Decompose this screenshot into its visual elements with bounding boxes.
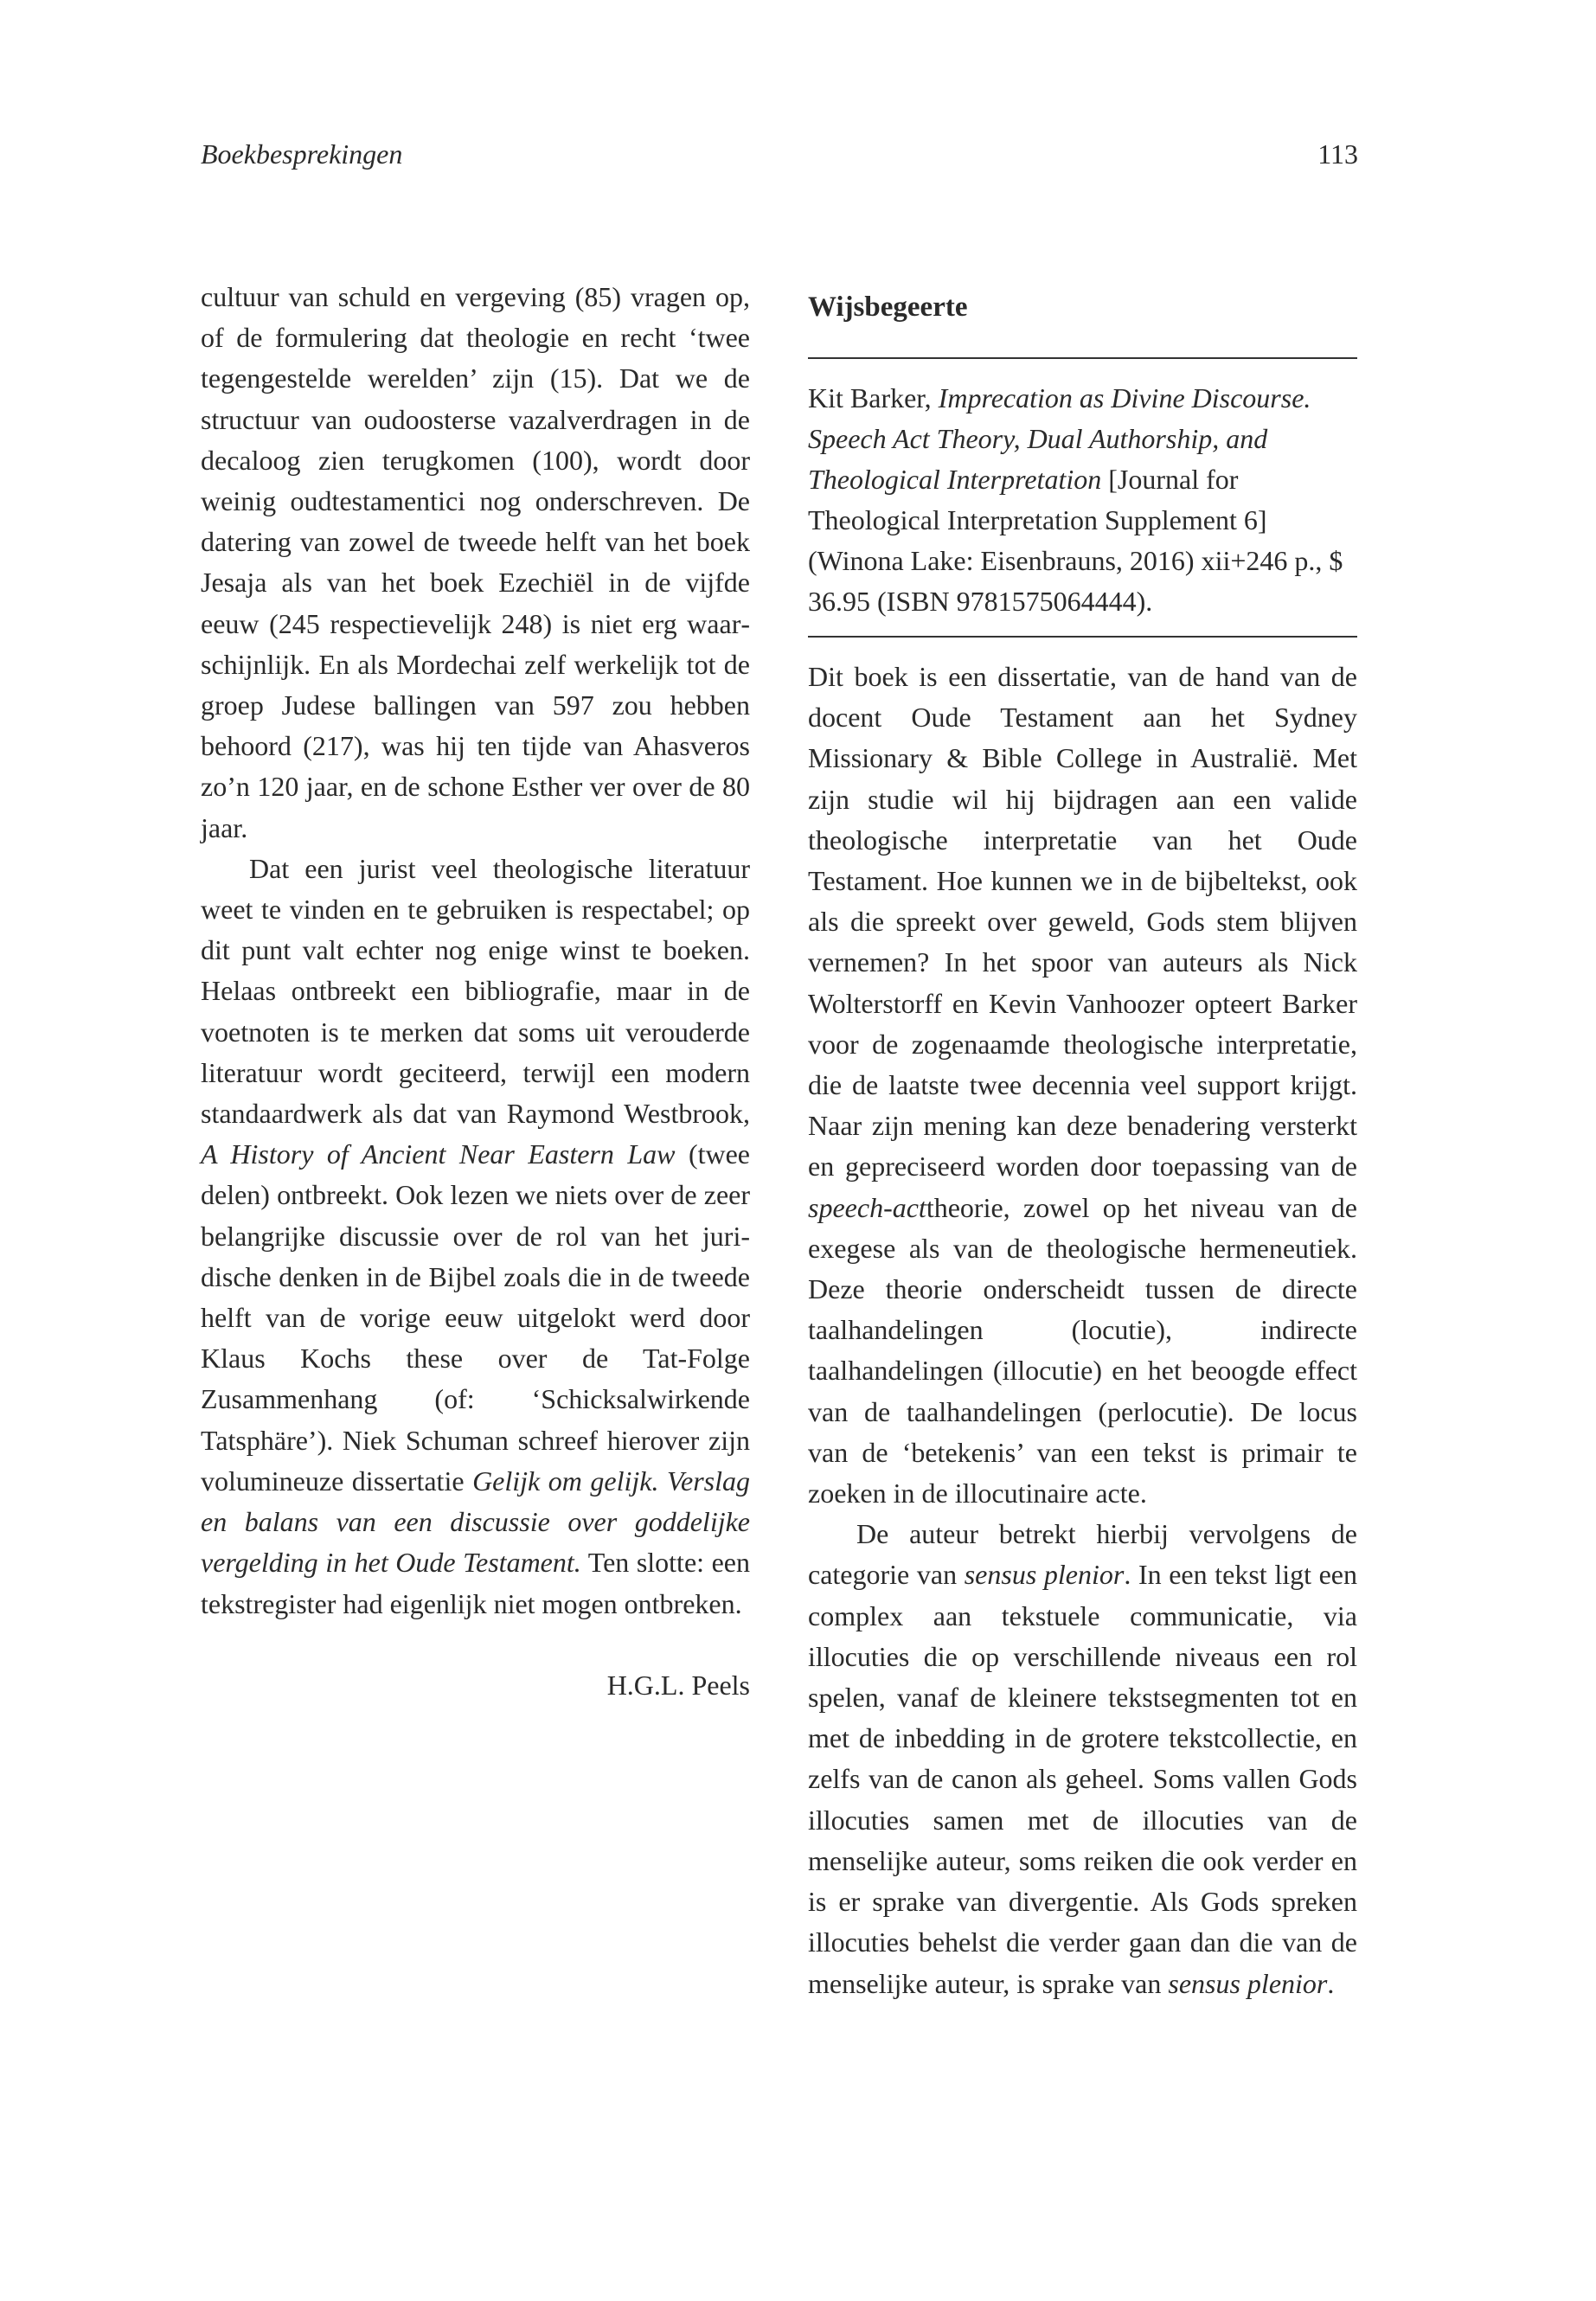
running-head: Boekbesprekingen: [201, 138, 403, 170]
italic-sensus-plenior-1: sensus plenior: [964, 1559, 1125, 1591]
right-paragraph-1: Dit boek is een dissertatie, van de hand van de docent Oude Testament aan het Sydney Missionary & Bible College in Australië. Met zijn studie wil hij bijdragen aan een valide theologische interpretatie van het Oude Testament. Hoe kunnen we in de bijbeltekst, ook als die spreekt over geweld, Gods stem blijven vernemen? In het spoor van auteurs als Nick Wolterstorff en Kevin Vanhoozer opteert Barker voor de zogenaamde theologische interpretatie, die de laatste twee decennia veel support krijgt. Naar zijn mening kan deze benadering versterkt en gepreciseerd worden door toepassing van de speech-acttheorie, zowel op het niveau van de exegese als van de theologische hermeneutiek. Deze theorie onderscheidt tussen de directe taalhandelingen (locutie), indirecte taalhandelingen (illocutie) en het beoogde effect van de taalhandelingen (perlocutie). De locus van de ‘betekenis’ van een tekst is primair te zoeken in de illocutinaire acte.: [808, 661, 1357, 1509]
top-rule: [808, 357, 1357, 359]
left-paragraph-1: cultuur van schuld en vergeving (85) vragen op, of de formulering dat theologie en recht ‘twee tegengestelde werelden’ zijn (15). Dat we de structuur van oudoosterse vazalverdragen in de decaloog zien terugkomen (100), wordt door weinig oudtestamentici nog onderschreven. De datering van zowel de tweede helft van het boek Jesaja als van het boek Ezechiël in de vijfde eeuw (245 respectievelijk 248) is niet erg waarschijnlijk. En als Mordechai zelf werkelijk tot de groep Judese ballingen van 597 zou hebben behoord (217), was hij ten tijde van Ahasveros zo’n 120 jaar, en de schone Esther ver over de 80 jaar.: [201, 281, 750, 843]
right-paragraph-2: De auteur betrekt hierbij vervolgens de categorie van sensus plenior. In een tekst ligt een complex aan tekstuele communicatie, via illocuties die op verschillende niveaus een rol spelen, vanaf de kleinere tekstsegmenten tot en met de inbedding in de grotere tekstcollectie, en zelfs van de canon als geheel. Soms vallen Gods illocuties samen met de illocuties van de menselijke auteur, soms reiken die ook verder en is er sprake van divergentie. Als Gods spreken illocuties behelst die verder gaan dan die van de menselijke auteur, is sprake van sensus plenior.: [808, 1518, 1358, 1999]
italic-title-schuman: Gelijk om gelijk. Verslag en balans van een discussie over goddelijke vergelding in het Oude Testament.: [201, 1465, 751, 1579]
italic-title-westbrook: A History of Ancient Near Eastern Law: [201, 1138, 676, 1170]
reviewer-name: H.G.L. Peels: [606, 1669, 750, 1701]
left-column: [201, 277, 750, 1706]
bottom-rule: [808, 636, 1357, 638]
section-title: Wijsbegeerte: [808, 292, 968, 323]
bibliographic-entry: Kit Barker, Imprecation as Divine Discourse. Speech Act Theory, Dual Authorship, and Theological Interpretation [Journal for Theological Interpretation Supplement 6] (Winona Lake: Eisenbrauns, 2016) xii+246 p., $ 36.95 (ISBN 9781575064444).: [808, 382, 1343, 617]
right-column: [808, 277, 1357, 2004]
page-number: 113: [1317, 138, 1358, 170]
book-title: Imprecation as Divine Discourse. Speech Act Theory, Dual Authorship, and Theological Interpretation: [808, 382, 1311, 495]
italic-sensus-plenior-2: sensus plenior: [1168, 1967, 1328, 1999]
italic-speech-act: speech-act: [808, 1191, 926, 1223]
left-paragraph-2: Dat een jurist veel theologische literatuur weet te vinden en te gebruiken is respectabel; op dit punt valt echter nog enige winst te boeken. Helaas ontbreekt een bibliografie, maar in de voetnoten is te merken dat soms uit verouderde literatuur wordt geciteerd, terwijl een modern standaardwerk als dat van Raymond Westbrook, A History of Ancient Near Eastern Law (twee delen) ontbreekt. Ook lezen we niets over de zeer belangrijke discussie over de rol van het juridische denken in de Bijbel zoals die in de tweede helft van de vorige eeuw uitgelokt werd door Klaus Kochs these over de Tat-Folge Zusammenhang (of: ‘Schicksalwirkende Tatsphäre’). Niek Schuman schreef hierover zijn volumineuze dissertatie Gelijk om gelijk. Verslag en balans van een discussie over goddelijke vergelding in het Oude Testament. Ten slotte: een tekstregister had eigenlijk niet mogen ontbreken.: [201, 852, 751, 1619]
